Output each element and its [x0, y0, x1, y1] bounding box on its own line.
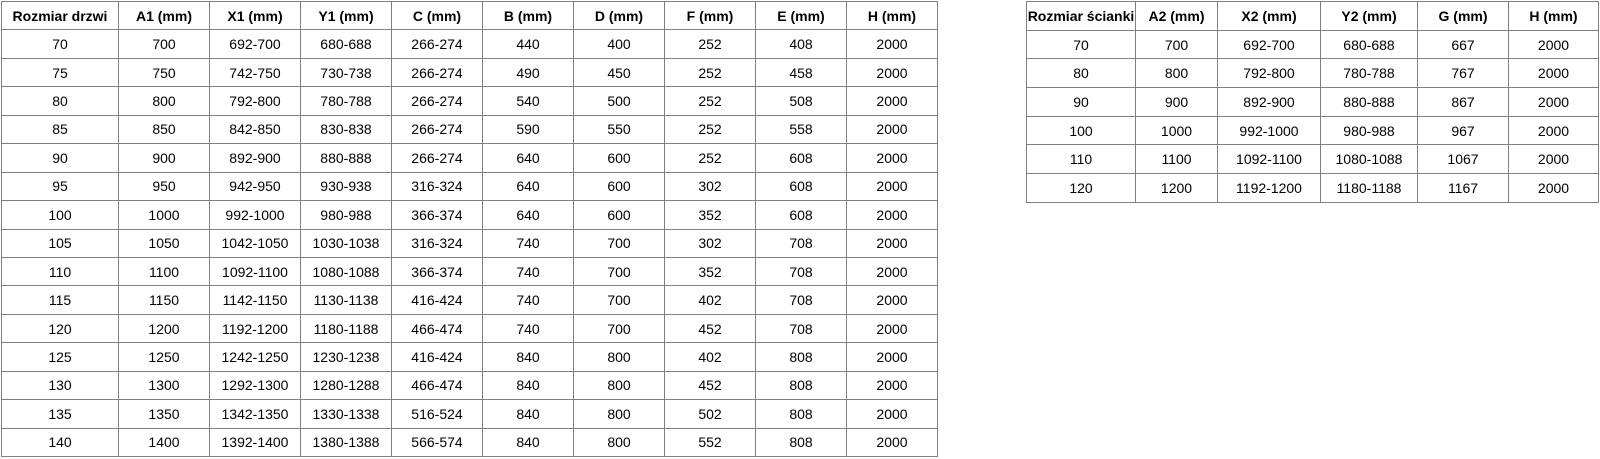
- table-row: [1027, 116, 1599, 145]
- table-cell: 120: [2, 314, 119, 342]
- table-cell: 730-738: [301, 58, 392, 86]
- table-cell: 1280-1288: [301, 371, 392, 399]
- table-cell: 120: [1027, 174, 1136, 203]
- table-row: [2, 172, 938, 200]
- table-cell: 502: [665, 400, 756, 428]
- table-cell: 466-474: [392, 371, 483, 399]
- table-cell: 70: [2, 30, 119, 58]
- table-cell: 352: [665, 257, 756, 285]
- table-cell: 608: [756, 144, 847, 172]
- table-cell: 1392-1400: [210, 428, 301, 456]
- table-cell: 1230-1238: [301, 343, 392, 371]
- table-cell: 800: [574, 428, 665, 456]
- header-cell: Rozmiar drzwi: [2, 2, 119, 30]
- table-cell: 590: [483, 115, 574, 143]
- table-cell: 808: [756, 371, 847, 399]
- table-cell: 252: [665, 144, 756, 172]
- table-cell: 1100: [119, 257, 210, 285]
- table-cell: 2000: [1509, 116, 1599, 145]
- table-cell: 508: [756, 87, 847, 115]
- table-cell: 1300: [119, 371, 210, 399]
- table-cell: 692-700: [1218, 30, 1321, 59]
- table-cell: 450: [574, 58, 665, 86]
- table-cell: 80: [1027, 59, 1136, 88]
- table-cell: 842-850: [210, 115, 301, 143]
- table-cell: 266-274: [392, 115, 483, 143]
- table-cell: 1180-1188: [301, 314, 392, 342]
- table-row: [1027, 30, 1599, 59]
- table-cell: 316-324: [392, 172, 483, 200]
- header-cell: B (mm): [483, 2, 574, 30]
- table-cell: 867: [1418, 88, 1509, 117]
- table-cell: 416-424: [392, 286, 483, 314]
- table-row: [2, 87, 938, 115]
- table-cell: 1180-1188: [1321, 174, 1418, 203]
- header-cell: F (mm): [665, 2, 756, 30]
- table-cell: 608: [756, 172, 847, 200]
- table-cell: 808: [756, 428, 847, 456]
- table-cell: 708: [756, 314, 847, 342]
- table-cell: 135: [2, 400, 119, 428]
- table-cell: 1200: [1136, 174, 1218, 203]
- table-cell: 1130-1138: [301, 286, 392, 314]
- table-cell: 680-688: [1321, 30, 1418, 59]
- table-cell: 2000: [847, 400, 938, 428]
- table-row: [1027, 174, 1599, 203]
- table-cell: 900: [119, 144, 210, 172]
- table-cell: 266-274: [392, 87, 483, 115]
- table-cell: 490: [483, 58, 574, 86]
- header-cell: A2 (mm): [1136, 2, 1218, 31]
- table-cell: 316-324: [392, 229, 483, 257]
- table-cell: 840: [483, 428, 574, 456]
- table-cell: 800: [574, 400, 665, 428]
- table-cell: 366-374: [392, 257, 483, 285]
- table-cell: 2000: [1509, 30, 1599, 59]
- table-cell: 366-374: [392, 201, 483, 229]
- table-row: [2, 229, 938, 257]
- table-cell: 2000: [847, 144, 938, 172]
- table-cell: 840: [483, 371, 574, 399]
- table-row: [2, 343, 938, 371]
- table-cell: 90: [1027, 88, 1136, 117]
- table-cell: 402: [665, 343, 756, 371]
- header-row: [1027, 2, 1599, 31]
- table-cell: 1192-1200: [210, 314, 301, 342]
- header-cell: G (mm): [1418, 2, 1509, 31]
- table-cell: 850: [119, 115, 210, 143]
- table-cell: 100: [2, 201, 119, 229]
- table-cell: 1330-1338: [301, 400, 392, 428]
- table-cell: 1100: [1136, 145, 1218, 174]
- table-cell: 440: [483, 30, 574, 58]
- table-cell: 266-274: [392, 30, 483, 58]
- table-row: [1027, 88, 1599, 117]
- table-row: [2, 257, 938, 285]
- table-cell: 500: [574, 87, 665, 115]
- table-cell: 1092-1100: [210, 257, 301, 285]
- header-cell: E (mm): [756, 2, 847, 30]
- table-cell: 1000: [1136, 116, 1218, 145]
- table-cell: 967: [1418, 116, 1509, 145]
- table-cell: 2000: [847, 371, 938, 399]
- table-cell: 408: [756, 30, 847, 58]
- table-cell: 2000: [847, 257, 938, 285]
- table-cell: 2000: [1509, 59, 1599, 88]
- table-cell: 767: [1418, 59, 1509, 88]
- table-cell: 400: [574, 30, 665, 58]
- table-cell: 800: [1136, 59, 1218, 88]
- table-cell: 700: [1136, 30, 1218, 59]
- table-cell: 252: [665, 30, 756, 58]
- table-row: [2, 314, 938, 342]
- table-row: [2, 400, 938, 428]
- table-cell: 252: [665, 115, 756, 143]
- table-cell: 1400: [119, 428, 210, 456]
- table-cell: 558: [756, 115, 847, 143]
- table-row: [2, 371, 938, 399]
- table-cell: 1042-1050: [210, 229, 301, 257]
- table-cell: 566-574: [392, 428, 483, 456]
- table-cell: 2000: [847, 343, 938, 371]
- table-cell: 130: [2, 371, 119, 399]
- table-cell: 352: [665, 201, 756, 229]
- table-cell: 416-424: [392, 343, 483, 371]
- table-cell: 2000: [1509, 88, 1599, 117]
- table-cell: 115: [2, 286, 119, 314]
- header-cell: A1 (mm): [119, 2, 210, 30]
- table-cell: 1030-1038: [301, 229, 392, 257]
- table-cell: 892-900: [1218, 88, 1321, 117]
- table-cell: 2000: [847, 115, 938, 143]
- table-cell: 85: [2, 115, 119, 143]
- table-cell: 2000: [1509, 174, 1599, 203]
- table-cell: 466-474: [392, 314, 483, 342]
- table-cell: 700: [574, 229, 665, 257]
- table-cell: 800: [574, 371, 665, 399]
- table-cell: 452: [665, 314, 756, 342]
- table-cell: 1150: [119, 286, 210, 314]
- table-cell: 750: [119, 58, 210, 86]
- table-cell: 552: [665, 428, 756, 456]
- header-cell: Y1 (mm): [301, 2, 392, 30]
- table-cell: 892-900: [210, 144, 301, 172]
- header-cell: Y2 (mm): [1321, 2, 1418, 31]
- table-cell: 667: [1418, 30, 1509, 59]
- table-cell: 70: [1027, 30, 1136, 59]
- table-cell: 1142-1150: [210, 286, 301, 314]
- table-cell: 1092-1100: [1218, 145, 1321, 174]
- table-cell: 608: [756, 201, 847, 229]
- header-row: [2, 2, 938, 30]
- table-cell: 2000: [1509, 145, 1599, 174]
- table-row: [2, 428, 938, 456]
- table-cell: 808: [756, 400, 847, 428]
- table-cell: 110: [1027, 145, 1136, 174]
- header-cell: H (mm): [847, 2, 938, 30]
- table-cell: 600: [574, 172, 665, 200]
- table-cell: 1050: [119, 229, 210, 257]
- table-cell: 80: [2, 87, 119, 115]
- table-cell: 680-688: [301, 30, 392, 58]
- table-row: [2, 115, 938, 143]
- table-cell: 95: [2, 172, 119, 200]
- table-cell: 1292-1300: [210, 371, 301, 399]
- table-cell: 700: [574, 286, 665, 314]
- table-cell: 980-988: [301, 201, 392, 229]
- table-cell: 992-1000: [210, 201, 301, 229]
- table-cell: 808: [756, 343, 847, 371]
- table-cell: 2000: [847, 87, 938, 115]
- table-row: [2, 30, 938, 58]
- table-cell: 1200: [119, 314, 210, 342]
- header-cell: X2 (mm): [1218, 2, 1321, 31]
- table-cell: 840: [483, 400, 574, 428]
- table-cell: 742-750: [210, 58, 301, 86]
- table-cell: 708: [756, 229, 847, 257]
- table-cell: 740: [483, 314, 574, 342]
- table-cell: 1167: [1418, 174, 1509, 203]
- table-cell: 2000: [847, 172, 938, 200]
- table-cell: 1080-1088: [1321, 145, 1418, 174]
- table-cell: 700: [119, 30, 210, 58]
- table-cell: 402: [665, 286, 756, 314]
- table-cell: 640: [483, 172, 574, 200]
- table-cell: 90: [2, 144, 119, 172]
- table-row: [1027, 59, 1599, 88]
- table-cell: 540: [483, 87, 574, 115]
- table-cell: 452: [665, 371, 756, 399]
- table-cell: 792-800: [210, 87, 301, 115]
- table-cell: 880-888: [1321, 88, 1418, 117]
- table-cell: 700: [574, 257, 665, 285]
- table-cell: 840: [483, 343, 574, 371]
- table-cell: 125: [2, 343, 119, 371]
- table-cell: 708: [756, 286, 847, 314]
- table-cell: 780-788: [301, 87, 392, 115]
- table-cell: 302: [665, 229, 756, 257]
- door-size-table: [1, 1, 938, 457]
- table-cell: 2000: [847, 314, 938, 342]
- table-cell: 302: [665, 172, 756, 200]
- header-cell: Rozmiar ścianki: [1027, 2, 1136, 31]
- table-cell: 740: [483, 229, 574, 257]
- table-cell: 1342-1350: [210, 400, 301, 428]
- table-cell: 266-274: [392, 144, 483, 172]
- table-cell: 800: [119, 87, 210, 115]
- wall-size-table: [1026, 1, 1599, 203]
- table-cell: 700: [574, 314, 665, 342]
- table-cell: 950: [119, 172, 210, 200]
- table-cell: 740: [483, 286, 574, 314]
- table-cell: 692-700: [210, 30, 301, 58]
- table-cell: 640: [483, 144, 574, 172]
- table-cell: 980-988: [1321, 116, 1418, 145]
- table-cell: 830-838: [301, 115, 392, 143]
- table-row: [1027, 145, 1599, 174]
- table-cell: 930-938: [301, 172, 392, 200]
- table-cell: 1242-1250: [210, 343, 301, 371]
- table-cell: 458: [756, 58, 847, 86]
- table-cell: 2000: [847, 428, 938, 456]
- table-cell: 2000: [847, 229, 938, 257]
- table-cell: 900: [1136, 88, 1218, 117]
- table-cell: 2000: [847, 201, 938, 229]
- table-cell: 2000: [847, 58, 938, 86]
- table-cell: 266-274: [392, 58, 483, 86]
- table-cell: 740: [483, 257, 574, 285]
- table-cell: 252: [665, 58, 756, 86]
- table-cell: 1067: [1418, 145, 1509, 174]
- header-cell: X1 (mm): [210, 2, 301, 30]
- table-cell: 1192-1200: [1218, 174, 1321, 203]
- header-cell: H (mm): [1509, 2, 1599, 31]
- table-cell: 100: [1027, 116, 1136, 145]
- table-cell: 516-524: [392, 400, 483, 428]
- table-cell: 992-1000: [1218, 116, 1321, 145]
- table-cell: 1080-1088: [301, 257, 392, 285]
- table-cell: 800: [574, 343, 665, 371]
- table-row: [2, 144, 938, 172]
- table-cell: 942-950: [210, 172, 301, 200]
- table-cell: 792-800: [1218, 59, 1321, 88]
- table-cell: 1380-1388: [301, 428, 392, 456]
- table-cell: 640: [483, 201, 574, 229]
- table-cell: 1350: [119, 400, 210, 428]
- table-cell: 2000: [847, 30, 938, 58]
- table-cell: 550: [574, 115, 665, 143]
- table-cell: 140: [2, 428, 119, 456]
- table-cell: 1250: [119, 343, 210, 371]
- table-cell: 708: [756, 257, 847, 285]
- table-cell: 252: [665, 87, 756, 115]
- table-cell: 2000: [847, 286, 938, 314]
- header-cell: C (mm): [392, 2, 483, 30]
- table-cell: 600: [574, 144, 665, 172]
- table-cell: 600: [574, 201, 665, 229]
- table-cell: 880-888: [301, 144, 392, 172]
- table-row: [2, 201, 938, 229]
- table-cell: 780-788: [1321, 59, 1418, 88]
- table-row: [2, 58, 938, 86]
- table-cell: 75: [2, 58, 119, 86]
- table-cell: 105: [2, 229, 119, 257]
- header-cell: D (mm): [574, 2, 665, 30]
- table-row: [2, 286, 938, 314]
- table-cell: 1000: [119, 201, 210, 229]
- table-cell: 110: [2, 257, 119, 285]
